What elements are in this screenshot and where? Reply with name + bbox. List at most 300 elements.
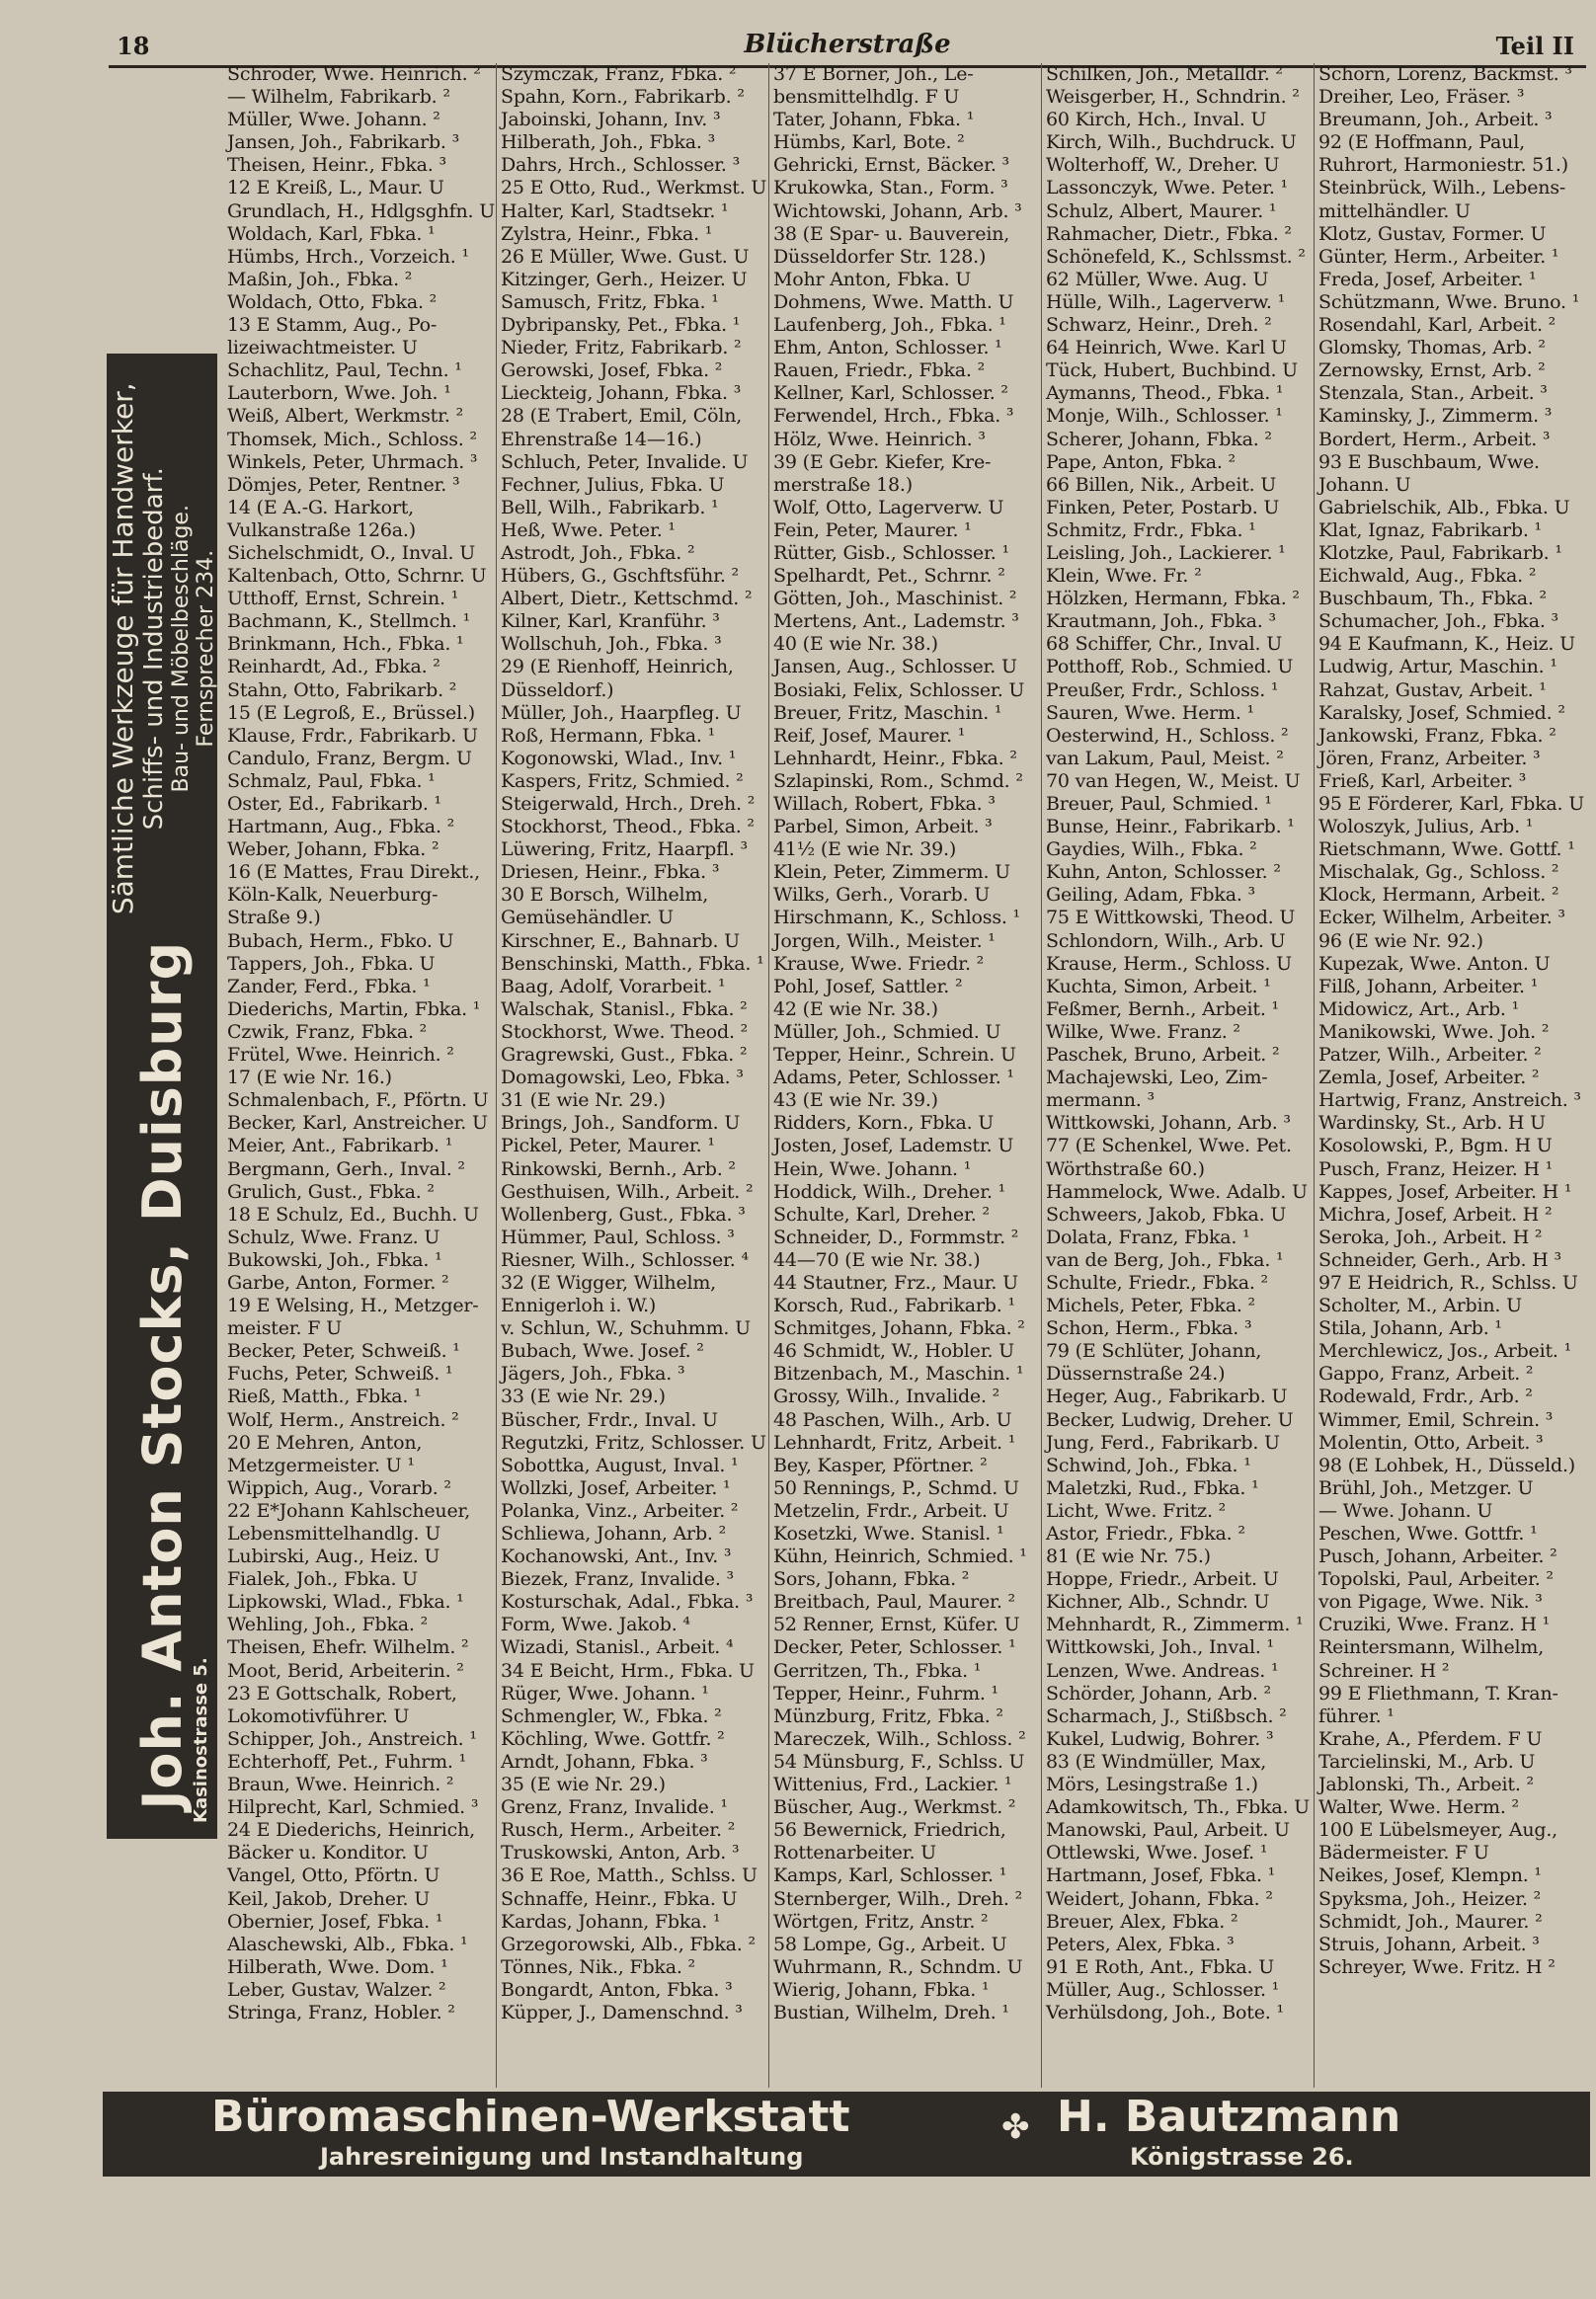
directory-entry: Kuchta, Simon, Arbeit. ¹ <box>1046 975 1271 997</box>
directory-entry: Willach, Robert, Fbka. ³ <box>773 793 996 815</box>
directory-entry: Breuer, Paul, Schmied. ¹ <box>1046 793 1272 815</box>
directory-entry: 17 (E wie Nr. 16.) <box>227 1067 392 1089</box>
directory-entry: Hirschmann, K., Schloss. ¹ <box>773 907 1020 929</box>
directory-entry: 40 (E wie Nr. 38.) <box>773 633 938 656</box>
directory-entry: Decker, Peter, Schlosser. ¹ <box>773 1636 1016 1659</box>
directory-entry: von Pigage, Wwe. Nik. ³ <box>1318 1591 1543 1614</box>
directory-entry: Theisen, Heinr., Fbka. ³ <box>227 154 446 177</box>
directory-entry: Müller, Joh., Haarpfleg. U <box>501 701 742 724</box>
directory-entry: Günter, Herm., Arbeiter. ¹ <box>1318 245 1559 268</box>
directory-entry: 52 Renner, Ernst, Küfer. U <box>773 1614 1020 1636</box>
directory-entry: Schluch, Peter, Invalide. U <box>501 450 749 473</box>
ad-line-3: Bau- und Möbelbeschläge. <box>168 505 194 793</box>
directory-entry: Sichelschmidt, O., Inval. U <box>227 541 476 564</box>
directory-entry: Tarcielinski, M., Arb. U <box>1318 1750 1536 1773</box>
directory-entry: Kosturschak, Adal., Fbka. ³ <box>501 1591 754 1614</box>
directory-entry: Schliewa, Johann, Arb. ² <box>501 1523 726 1545</box>
directory-entry: 37 E Börner, Joh., Le- <box>773 63 974 85</box>
directory-entry: Ruhrort, Harmoniestr. 51.) <box>1318 154 1568 177</box>
directory-entry: Truskowski, Anton, Arb. ³ <box>501 1842 740 1864</box>
directory-entry: 19 E Welsing, H., Metzger- <box>227 1295 479 1317</box>
directory-entry: Spyksma, Joh., Heizer. ² <box>1318 1887 1542 1910</box>
directory-entry: 92 (E Hoffmann, Paul, <box>1318 131 1525 154</box>
directory-entry: Ludwig, Artur, Maschin. ¹ <box>1318 656 1557 678</box>
directory-entry: Brings, Joh., Sandform. U <box>501 1112 741 1135</box>
directory-entry: Woloszyk, Julius, Arb. ¹ <box>1318 816 1534 838</box>
directory-entry: Zander, Ferd., Fbka. ¹ <box>227 975 431 997</box>
directory-entry: Schweers, Jakob, Fbka. U <box>1046 1203 1287 1226</box>
directory-entry: Karalsky, Josef, Schmied. ² <box>1318 701 1565 724</box>
directory-entry: Szymczak, Franz, Fbka. ² <box>501 63 737 85</box>
directory-column-2 <box>496 63 769 2088</box>
directory-entry: Bubach, Herm., Fbko. U <box>227 929 454 952</box>
directory-entry: Eichwald, Aug., Fbka. ² <box>1318 565 1537 588</box>
bottom-advertisement <box>103 2092 1590 2177</box>
directory-entry: Schulte, Friedr., Fbka. ² <box>1046 1271 1268 1294</box>
directory-entry: Bergmann, Gerh., Inval. ² <box>227 1157 465 1180</box>
directory-entry: Frieß, Karl, Arbeiter. ³ <box>1318 769 1527 792</box>
directory-entry: Albert, Dietr., Kettschmd. ² <box>501 588 753 610</box>
directory-entry: Glomsky, Thomas, Arb. ² <box>1318 337 1546 359</box>
directory-entry: führer. ¹ <box>1318 1704 1395 1727</box>
directory-entry: — Wilhelm, Fabrikarb. ² <box>227 86 450 109</box>
directory-entry: Krause, Herm., Schloss. U <box>1046 952 1292 975</box>
directory-entry: Stahn, Otto, Fabrikarb. ² <box>227 678 457 701</box>
directory-entry: Schorn, Lorenz, Backmst. ³ <box>1318 63 1572 85</box>
directory-entry: 93 E Buschbaum, Wwe. <box>1318 450 1540 473</box>
directory-entry: van Lakum, Paul, Meist. ² <box>1046 747 1284 769</box>
directory-entry: Peters, Alex, Fbka. ³ <box>1046 1933 1235 1955</box>
directory-entry: Schmidt, Joh., Maurer. ² <box>1318 1910 1543 1933</box>
directory-entry: Müller, Joh., Schmied. U <box>773 1020 1001 1043</box>
directory-entry: Kappes, Josef, Arbeiter. H ¹ <box>1318 1180 1572 1203</box>
directory-entry: 43 (E wie Nr. 39.) <box>773 1089 938 1112</box>
directory-entry: Dreiher, Leo, Fräser. ³ <box>1318 86 1525 109</box>
directory-entry: Gaydies, Wilh., Fbka. ² <box>1046 838 1257 861</box>
directory-entry: Hilberath, Wwe. Dom. ¹ <box>227 1955 448 1978</box>
directory-entry: Stockhorst, Wwe. Theod. ² <box>501 1020 749 1043</box>
directory-entry: Candulo, Franz, Bergm. U <box>227 747 472 769</box>
directory-entry: Krause, Wwe. Friedr. ² <box>773 952 985 975</box>
directory-entry: 96 (E wie Nr. 92.) <box>1318 929 1483 952</box>
directory-entry: Kardas, Johann, Fbka. ¹ <box>501 1910 721 1933</box>
directory-entry: Wittkowski, Joh., Inval. ¹ <box>1046 1636 1274 1659</box>
directory-entry: Wollschuh, Joh., Fbka. ³ <box>501 633 722 656</box>
directory-entry: Wehling, Joh., Fbka. ² <box>227 1614 428 1636</box>
directory-entry: Maßin, Joh., Fbka. ² <box>227 268 413 290</box>
directory-entry: Oster, Ed., Fabrikarb. ¹ <box>227 793 441 815</box>
directory-entry: Theisen, Ehefr. Wilhelm. ² <box>227 1636 469 1659</box>
directory-entry: Breuer, Alex, Fbka. ² <box>1046 1910 1238 1933</box>
directory-entry: Grenz, Franz, Invalide. ¹ <box>501 1796 728 1819</box>
directory-entry: Steinbrück, Wilh., Lebens- <box>1318 177 1566 199</box>
directory-entry: Düsseldorf.) <box>501 678 614 701</box>
directory-entry: Heß, Wwe. Peter. ¹ <box>501 518 676 541</box>
directory-entry: Lüwering, Fritz, Haarpfl. ³ <box>501 838 748 861</box>
directory-entry: Klotz, Gustav, Former. U <box>1318 222 1547 245</box>
directory-entry: Lehnhardt, Fritz, Arbeit. ¹ <box>773 1431 1016 1454</box>
directory-entry: Grzegorowski, Alb., Fbka. ² <box>501 1933 756 1955</box>
directory-column-1 <box>223 63 496 2088</box>
directory-entry: Bosiaki, Felix, Schlosser. U <box>773 678 1025 701</box>
directory-entry: 58 Lompe, Gg., Arbeit. U <box>773 1933 1007 1955</box>
directory-entry: Kichner, Alb., Schndr. U <box>1046 1591 1270 1614</box>
directory-entry: Verhülsdong, Joh., Bote. ¹ <box>1046 2001 1284 2023</box>
directory-entry: 99 E Fliethmann, T. Kran- <box>1318 1682 1558 1704</box>
directory-entry: Riesner, Wilh., Schlosser. ⁴ <box>501 1248 749 1271</box>
directory-entry: Schulte, Karl, Dreher. ² <box>773 1203 990 1226</box>
directory-entry: Bachmann, K., Stellmch. ¹ <box>227 610 471 633</box>
directory-entry: Woldach, Otto, Fbka. ² <box>227 290 438 313</box>
directory-entry: Scharmach, J., Stißbsch. ² <box>1046 1704 1287 1727</box>
directory-entry: Lenzen, Wwe. Andreas. ¹ <box>1046 1659 1279 1682</box>
directory-entry: Brinkmann, Hch., Fbka. ¹ <box>227 633 464 656</box>
directory-entry: Kamps, Karl, Schlosser. ¹ <box>773 1864 1007 1887</box>
directory-entry: Tepper, Heinr., Schrein. U <box>773 1044 1016 1067</box>
directory-entry: Wizadi, Stanisl., Arbeit. ⁴ <box>501 1636 734 1659</box>
directory-entry: Schumacher, Joh., Fbka. ³ <box>1318 610 1558 633</box>
directory-entry: Lassonczyk, Wwe. Peter. ¹ <box>1046 177 1288 199</box>
directory-entry: Szlapinski, Rom., Schmd. ² <box>773 769 1023 792</box>
directory-entry: Potthoff, Rob., Schmied. U <box>1046 656 1294 678</box>
directory-entry: Dolata, Franz, Fbka. ¹ <box>1046 1226 1250 1248</box>
directory-entry: Ottlewski, Wwe. Josef. ¹ <box>1046 1842 1268 1864</box>
directory-entry: Michels, Peter, Fbka. ² <box>1046 1295 1255 1317</box>
directory-entry: Weidert, Johann, Fbka. ² <box>1046 1887 1273 1910</box>
directory-entry: 41½ (E wie Nr. 39.) <box>773 838 957 861</box>
ad-bottom-address: Königstrasse 26. <box>1130 2143 1354 2171</box>
directory-entry: Fein, Peter, Maurer. ¹ <box>773 518 972 541</box>
directory-entry: Scherer, Johann, Fbka. ² <box>1046 428 1272 450</box>
ad-line-2: Schiffs- und Industriebedarf. <box>138 467 169 831</box>
directory-entry: Machajewski, Leo, Zim- <box>1046 1067 1268 1089</box>
directory-entry: Bäcker u. Konditor. U <box>227 1842 429 1864</box>
directory-entry: Rodewald, Frdr., Arb. ² <box>1318 1386 1533 1408</box>
directory-entry: Seroka, Joh., Arbeit. H ² <box>1318 1226 1543 1248</box>
directory-entry: 15 (E Legroß, E., Brüssel.) <box>227 701 475 724</box>
directory-entry: Roß, Hermann, Fbka. ¹ <box>501 724 715 747</box>
directory-entry: Lehnhardt, Heinr., Fbka. ² <box>773 747 1017 769</box>
directory-entry: 18 E Schulz, Ed., Buchh. U <box>227 1203 479 1226</box>
directory-entry: Schlondorn, Wilh., Arb. U <box>1046 929 1286 952</box>
directory-entry: 64 Heinrich, Wwe. Karl U <box>1046 337 1287 359</box>
directory-entry: 97 E Heidrich, R., Schlss. U <box>1318 1271 1578 1294</box>
directory-entry: 70 van Hegen, W., Meist. U <box>1046 769 1301 792</box>
directory-entry: Josten, Josef, Lademstr. U <box>773 1135 1014 1157</box>
directory-entry: mittelhändler. U <box>1318 199 1471 222</box>
directory-entry: Nieder, Fritz, Fabrikarb. ² <box>501 337 742 359</box>
directory-entry: Dybripansky, Pet., Fbka. ¹ <box>501 314 741 337</box>
directory-entry: v. Schlun, W., Schuhmm. U <box>501 1317 751 1340</box>
directory-column-3 <box>768 63 1042 2088</box>
directory-entry: 81 (E wie Nr. 75.) <box>1046 1546 1211 1568</box>
directory-entry: Düsseldorfer Str. 128.) <box>773 245 987 268</box>
directory-entry: 79 (E Schlüter, Johann, <box>1046 1340 1262 1363</box>
directory-entry: Hölzken, Hermann, Fbka. ² <box>1046 588 1300 610</box>
directory-entry: meister. F U <box>227 1317 342 1340</box>
directory-entry: 68 Schiffer, Chr., Inval. U <box>1046 633 1283 656</box>
directory-entry: Bustian, Wilhelm, Dreh. ¹ <box>773 2001 1009 2023</box>
directory-entry: Klotzke, Paul, Fabrikarb. ¹ <box>1318 541 1562 564</box>
directory-entry: Neikes, Josef, Klempn. ¹ <box>1318 1864 1542 1887</box>
directory-entry: Mischalak, Gg., Schloss. ² <box>1318 861 1559 884</box>
directory-entry: Molentin, Otto, Arbeit. ³ <box>1318 1431 1544 1454</box>
directory-entry: 50 Rennings, P., Schmd. U <box>773 1476 1019 1499</box>
directory-entry: 46 Schmidt, W., Hobler. U <box>773 1340 1014 1363</box>
directory-entry: 48 Paschen, Wilh., Arb. U <box>773 1408 1012 1431</box>
directory-entry: Kirch, Wilh., Buchdruck. U <box>1046 131 1297 154</box>
directory-entry: Geiling, Adam, Fbka. ³ <box>1046 884 1255 907</box>
directory-entry: Regutzki, Fritz, Schlosser. U <box>501 1431 766 1454</box>
directory-entry: Wörthstraße 60.) <box>1046 1157 1205 1180</box>
directory-entry: 25 E Otto, Rud., Werkmst. U <box>501 177 767 199</box>
directory-entry: Sternberger, Wilh., Dreh. ² <box>773 1887 1022 1910</box>
directory-entry: Hübers, G., Gschftsführ. ² <box>501 565 739 588</box>
directory-entry: Bey, Kasper, Pförtner. ² <box>773 1454 988 1476</box>
directory-entry: 94 E Kaufmann, K., Heiz. U <box>1318 633 1575 656</box>
directory-entry: Hümmer, Paul, Schloss. ³ <box>501 1226 735 1248</box>
directory-entry: Hartwig, Franz, Anstreich. ³ <box>1318 1089 1581 1112</box>
directory-entry: Maletzki, Rud., Fbka. ¹ <box>1046 1476 1259 1499</box>
directory-entry: Gerowski, Josef, Fbka. ² <box>501 359 723 382</box>
directory-entry: Tater, Johann, Fbka. ¹ <box>773 109 975 131</box>
directory-entry: Dahrs, Hrch., Schlosser. ³ <box>501 154 741 177</box>
directory-entry: Kupezak, Wwe. Anton. U <box>1318 952 1551 975</box>
directory-entry: Stenzala, Stan., Arbeit. ³ <box>1318 382 1548 405</box>
directory-entry: Jorgen, Wilh., Meister. ¹ <box>773 929 996 952</box>
directory-entry: Spahn, Korn., Fabrikarb. ² <box>501 86 745 109</box>
directory-entry: Feßmer, Bernh., Arbeit. ¹ <box>1046 997 1279 1020</box>
directory-entry: Ferwendel, Hrch., Fbka. ³ <box>773 405 1014 428</box>
directory-entry: Echterhoff, Pet., Fuhrm. ¹ <box>227 1750 467 1773</box>
directory-entry: 32 (E Wigger, Wilhelm, <box>501 1271 717 1294</box>
directory-entry: Hoddick, Wilh., Dreher. ¹ <box>773 1180 1006 1203</box>
directory-entry: Halter, Karl, Stadtsekr. ¹ <box>501 199 729 222</box>
directory-entry: Benschinski, Matth., Fbka. ¹ <box>501 952 764 975</box>
directory-entry: Garbe, Anton, Former. ² <box>227 1271 449 1294</box>
directory-entry: Kosolowski, P., Bgm. H U <box>1318 1135 1553 1157</box>
directory-entry: Tepper, Heinr., Fuhrm. ¹ <box>773 1682 998 1704</box>
directory-entry: Stila, Johann, Arb. ¹ <box>1318 1317 1502 1340</box>
directory-entry: Samusch, Fritz, Fbka. ¹ <box>501 290 719 313</box>
directory-entry: Schon, Herm., Fbka. ³ <box>1046 1317 1252 1340</box>
directory-entry: Ridders, Korn., Fbka. U <box>773 1112 995 1135</box>
directory-entry: Köchling, Wwe. Gottfr. ² <box>501 1727 725 1750</box>
directory-column-5 <box>1314 63 1591 2088</box>
directory-entry: Oesterwind, H., Schloss. ² <box>1046 724 1289 747</box>
directory-entry: Hümbs, Hrch., Vorzeich. ¹ <box>227 245 469 268</box>
directory-entry: Krautmann, Joh., Fbka. ³ <box>1046 610 1276 633</box>
directory-entry: Leber, Gustav, Walzer. ² <box>227 1978 446 2001</box>
directory-entry: Lipkowski, Wlad., Fbka. ¹ <box>227 1591 464 1614</box>
directory-entry: Kellner, Karl, Schlosser. ² <box>773 382 1008 405</box>
directory-entry: 24 E Diederichs, Heinrich, <box>227 1819 475 1842</box>
directory-entry: Weisgerber, H., Schndrin. ² <box>1046 86 1300 109</box>
directory-entry: Jaboinski, Johann, Inv. ³ <box>501 109 721 131</box>
directory-entry: Monje, Wilh., Schlosser. ¹ <box>1046 405 1283 428</box>
directory-entry: Küpper, J., Damenschnd. ³ <box>501 2001 743 2023</box>
directory-entry: Schulz, Wwe. Franz. U <box>227 1226 440 1248</box>
directory-entry: 44 Stautner, Frz., Maur. U <box>773 1271 1018 1294</box>
directory-entry: Hammelock, Wwe. Adalb. U <box>1046 1180 1308 1203</box>
directory-entry: Jung, Ferd., Fabrikarb. U <box>1046 1431 1280 1454</box>
directory-entry: Mehnhardt, R., Zimmerm. ¹ <box>1046 1614 1304 1636</box>
directory-entry: Wilks, Gerh., Vorarb. U <box>773 884 991 907</box>
directory-entry: Jansen, Aug., Schlosser. U <box>773 656 1017 678</box>
directory-entry: 95 E Förderer, Karl, Fbka. U <box>1318 793 1585 815</box>
directory-entry: Reif, Josef, Maurer. ¹ <box>773 724 966 747</box>
directory-entry: Rottenarbeiter. U <box>773 1842 936 1864</box>
directory-entry: Vangel, Otto, Pförtn. U <box>227 1864 440 1887</box>
directory-entry: Fechner, Julius, Fbka. U <box>501 473 725 496</box>
directory-entry: Hülle, Wilh., Lagerverw. ¹ <box>1046 290 1285 313</box>
directory-entry: 31 (E wie Nr. 29.) <box>501 1089 666 1112</box>
ad-address: Kasinostrasse 5. <box>191 1657 211 1823</box>
directory-entry: 16 (E Mattes, Frau Direkt., <box>227 861 480 884</box>
directory-entry: Breitbach, Paul, Maurer. ² <box>773 1591 1015 1614</box>
directory-entry: 54 Münsburg, F., Schlss. U <box>773 1750 1025 1773</box>
directory-entry: Schwind, Joh., Fbka. ¹ <box>1046 1454 1251 1476</box>
directory-entry: Sobottka, August, Inval. ¹ <box>501 1454 739 1476</box>
directory-entry: Götten, Joh., Maschinist. ² <box>773 588 1017 610</box>
directory-entry: Büscher, Frdr., Inval. U <box>501 1408 718 1431</box>
directory-entry: Müller, Wwe. Johann. ² <box>227 109 440 131</box>
directory-entry: Laufenberg, Joh., Fbka. ¹ <box>773 314 1006 337</box>
directory-entry: Rosendahl, Karl, Arbeit. ² <box>1318 314 1556 337</box>
directory-entry: Büscher, Aug., Werkmst. ² <box>773 1796 1016 1819</box>
ad-phone: Fernsprecher 234. <box>193 549 218 748</box>
directory-entry: Frütel, Wwe. Heinrich. ² <box>227 1044 454 1067</box>
directory-entry: 13 E Stamm, Aug., Po- <box>227 314 438 337</box>
directory-entry: Driesen, Heinr., Fbka. ³ <box>501 861 720 884</box>
directory-entry: bensmittelhdlg. F U <box>773 86 960 109</box>
directory-entry: Gemüsehändler. U <box>501 907 674 929</box>
directory-entry: Gehricki, Ernst, Bäcker. ³ <box>773 154 1009 177</box>
directory-entry: Wolterhoff, W., Dreher. U <box>1046 154 1280 177</box>
directory-entry: Manowski, Paul, Arbeit. U <box>1046 1819 1290 1842</box>
directory-entry: Schwarz, Heinr., Dreh. ² <box>1046 314 1272 337</box>
directory-entry: Johann. U <box>1318 473 1411 496</box>
directory-entry: Hilberath, Joh., Fbka. ³ <box>501 131 715 154</box>
directory-entry: 38 (E Spar- u. Bauverein, <box>773 222 1010 245</box>
directory-entry: Mareczek, Wilh., Schloss. ² <box>773 1727 1026 1750</box>
directory-entry: Schörder, Johann, Arb. ² <box>1046 1682 1271 1704</box>
directory-entry: Wippich, Aug., Vorarb. ² <box>227 1476 451 1499</box>
directory-entry: Hoppe, Friedr., Arbeit. U <box>1046 1568 1279 1591</box>
part-label: Teil II <box>1495 32 1574 60</box>
directory-entry: Wuhrmann, R., Schndm. U <box>773 1955 1023 1978</box>
directory-entry: Dömjes, Peter, Rentner. ³ <box>227 473 460 496</box>
directory-entry: 100 E Lübelsmeyer, Aug., <box>1318 1819 1558 1842</box>
directory-entry: Grossy, Wilh., Invalide. ² <box>773 1386 1000 1408</box>
directory-entry: Pape, Anton, Fbka. ² <box>1046 450 1236 473</box>
directory-entry: merstraße 18.) <box>773 473 913 496</box>
directory-entry: Astor, Friedr., Fbka. ² <box>1046 1523 1245 1545</box>
directory-entry: Weber, Johann, Fbka. ² <box>227 838 439 861</box>
directory-entry: Krukowka, Stan., Form. ³ <box>773 177 1008 199</box>
directory-entry: 35 (E wie Nr. 29.) <box>501 1774 666 1796</box>
directory-entry: Freda, Josef, Arbeiter. ¹ <box>1318 268 1537 290</box>
directory-entry: Czwik, Franz, Fbka. ² <box>227 1020 428 1043</box>
directory-column-4 <box>1041 63 1315 2088</box>
directory-entry: Wardinsky, St., Arb. H U <box>1318 1112 1546 1135</box>
directory-entry: Ecker, Wilhelm, Arbeiter. ³ <box>1318 907 1565 929</box>
ad-bottom-subtitle: Jahresreinigung und Instandhaltung <box>320 2143 804 2171</box>
directory-entry: Heger, Aug., Fabrikarb. U <box>1046 1386 1288 1408</box>
directory-entry: 34 E Beicht, Hrm., Fbka. U <box>501 1659 755 1682</box>
directory-entry: 77 (E Schenkel, Wwe. Pet. <box>1046 1135 1292 1157</box>
directory-entry: Rieß, Matth., Fbka. ¹ <box>227 1386 422 1408</box>
directory-entry: Lubirski, Aug., Heiz. U <box>227 1546 440 1568</box>
directory-entry: Topolski, Paul, Arbeiter. ² <box>1318 1568 1554 1591</box>
directory-entry: Paschek, Bruno, Arbeit. ² <box>1046 1044 1280 1067</box>
ornament-icon: ✤ <box>1001 2107 1030 2147</box>
directory-entry: Kirschner, E., Bahnarb. U <box>501 929 740 952</box>
directory-entry: Wollenberg, Gust., Fbka. ³ <box>501 1203 746 1226</box>
directory-entry: Schachlitz, Paul, Techn. ¹ <box>227 359 462 382</box>
directory-entry: Klock, Hermann, Arbeit. ² <box>1318 884 1559 907</box>
directory-entry: 44—70 (E wie Nr. 38.) <box>773 1248 981 1271</box>
directory-entry: Preußer, Frdr., Schloss. ¹ <box>1046 678 1279 701</box>
directory-entry: Pickel, Peter, Maurer. ¹ <box>501 1135 715 1157</box>
directory-entry: Parbel, Simon, Arbeit. ³ <box>773 816 993 838</box>
directory-entry: Kilner, Karl, Kranführ. ³ <box>501 610 720 633</box>
directory-entry: Kaminsky, J., Zimmerm. ³ <box>1318 405 1553 428</box>
directory-entry: Bitzenbach, M., Maschin. ¹ <box>773 1363 1024 1386</box>
directory-entry: Pohl, Josef, Sattler. ² <box>773 975 963 997</box>
directory-entry: Mörs, Lesingstraße 1.) <box>1046 1774 1258 1796</box>
directory-entry: Metzgermeister. U ¹ <box>227 1454 415 1476</box>
directory-entry: Rinkowski, Bernh., Arb. ² <box>501 1157 736 1180</box>
directory-entry: Becker, Peter, Schweiß. ¹ <box>227 1340 460 1363</box>
directory-entry: Schneider, D., Formmstr. ² <box>773 1226 1019 1248</box>
directory-entry: 56 Bewernick, Friedrich, <box>773 1819 1006 1842</box>
directory-entry: 39 (E Gebr. Kiefer, Kre- <box>773 450 992 473</box>
directory-entry: Adams, Peter, Schlosser. ¹ <box>773 1067 1014 1089</box>
directory-entry: 28 (E Trabert, Emil, Cöln, <box>501 405 743 428</box>
directory-entry: Mertens, Ant., Lademstr. ³ <box>773 610 1019 633</box>
ad-line-1: Sämtliche Werkzeuge für Handwerker, <box>106 382 139 915</box>
directory-entry: mermann. ³ <box>1046 1089 1155 1112</box>
directory-entry: Adamkowitsch, Th., Fbka. U <box>1046 1796 1310 1819</box>
directory-entry: Klein, Wwe. Fr. ² <box>1046 565 1202 588</box>
directory-entry: lizeiwachtmeister. U <box>227 337 418 359</box>
directory-entry: Zernowsky, Ernst, Arb. ² <box>1318 359 1546 382</box>
street-title: Blücherstraße <box>744 30 951 59</box>
ad-bottom-owner: H. Bautzmann <box>1057 2092 1401 2142</box>
directory-entry: 42 (E wie Nr. 38.) <box>773 997 938 1020</box>
directory-entry: Rusch, Herm., Arbeiter. ² <box>501 1819 736 1842</box>
directory-entry: Merchlewicz, Jos., Arbeit. ¹ <box>1318 1340 1571 1363</box>
directory-entry: 36 E Roe, Matth., Schlss. U <box>501 1864 758 1887</box>
directory-entry: Gragrewski, Gust., Fbka. ² <box>501 1044 748 1067</box>
directory-entry: Hartmann, Josef, Fbka. ¹ <box>1046 1864 1276 1887</box>
directory-entry: Stringa, Franz, Hobler. ² <box>227 2001 455 2023</box>
directory-entry: Kaspers, Fritz, Schmied. ² <box>501 769 744 792</box>
directory-entry: 12 E Kreiß, L., Maur. U <box>227 177 444 199</box>
directory-entry: Sors, Johann, Fbka. ² <box>773 1568 970 1591</box>
directory-entry: Finken, Peter, Postarb. U <box>1046 496 1280 518</box>
directory-entry: Sauren, Wwe. Herm. ¹ <box>1046 701 1254 724</box>
directory-entry: Leisling, Joh., Lackierer. ¹ <box>1046 541 1286 564</box>
directory-entry: Polanka, Vinz., Arbeiter. ² <box>501 1499 739 1522</box>
directory-entry: Bongardt, Anton, Fbka. ³ <box>501 1978 733 2001</box>
directory-entry: Wolf, Herm., Anstreich. ² <box>227 1408 459 1431</box>
directory-entry: Kühn, Heinrich, Schmied. ¹ <box>773 1546 1027 1568</box>
directory-entry: Rahmacher, Dietr., Fbka. ² <box>1046 222 1292 245</box>
directory-entry: Rahzat, Gustav, Arbeit. ¹ <box>1318 678 1547 701</box>
directory-entry: 83 (E Windmüller, Max, <box>1046 1750 1267 1773</box>
